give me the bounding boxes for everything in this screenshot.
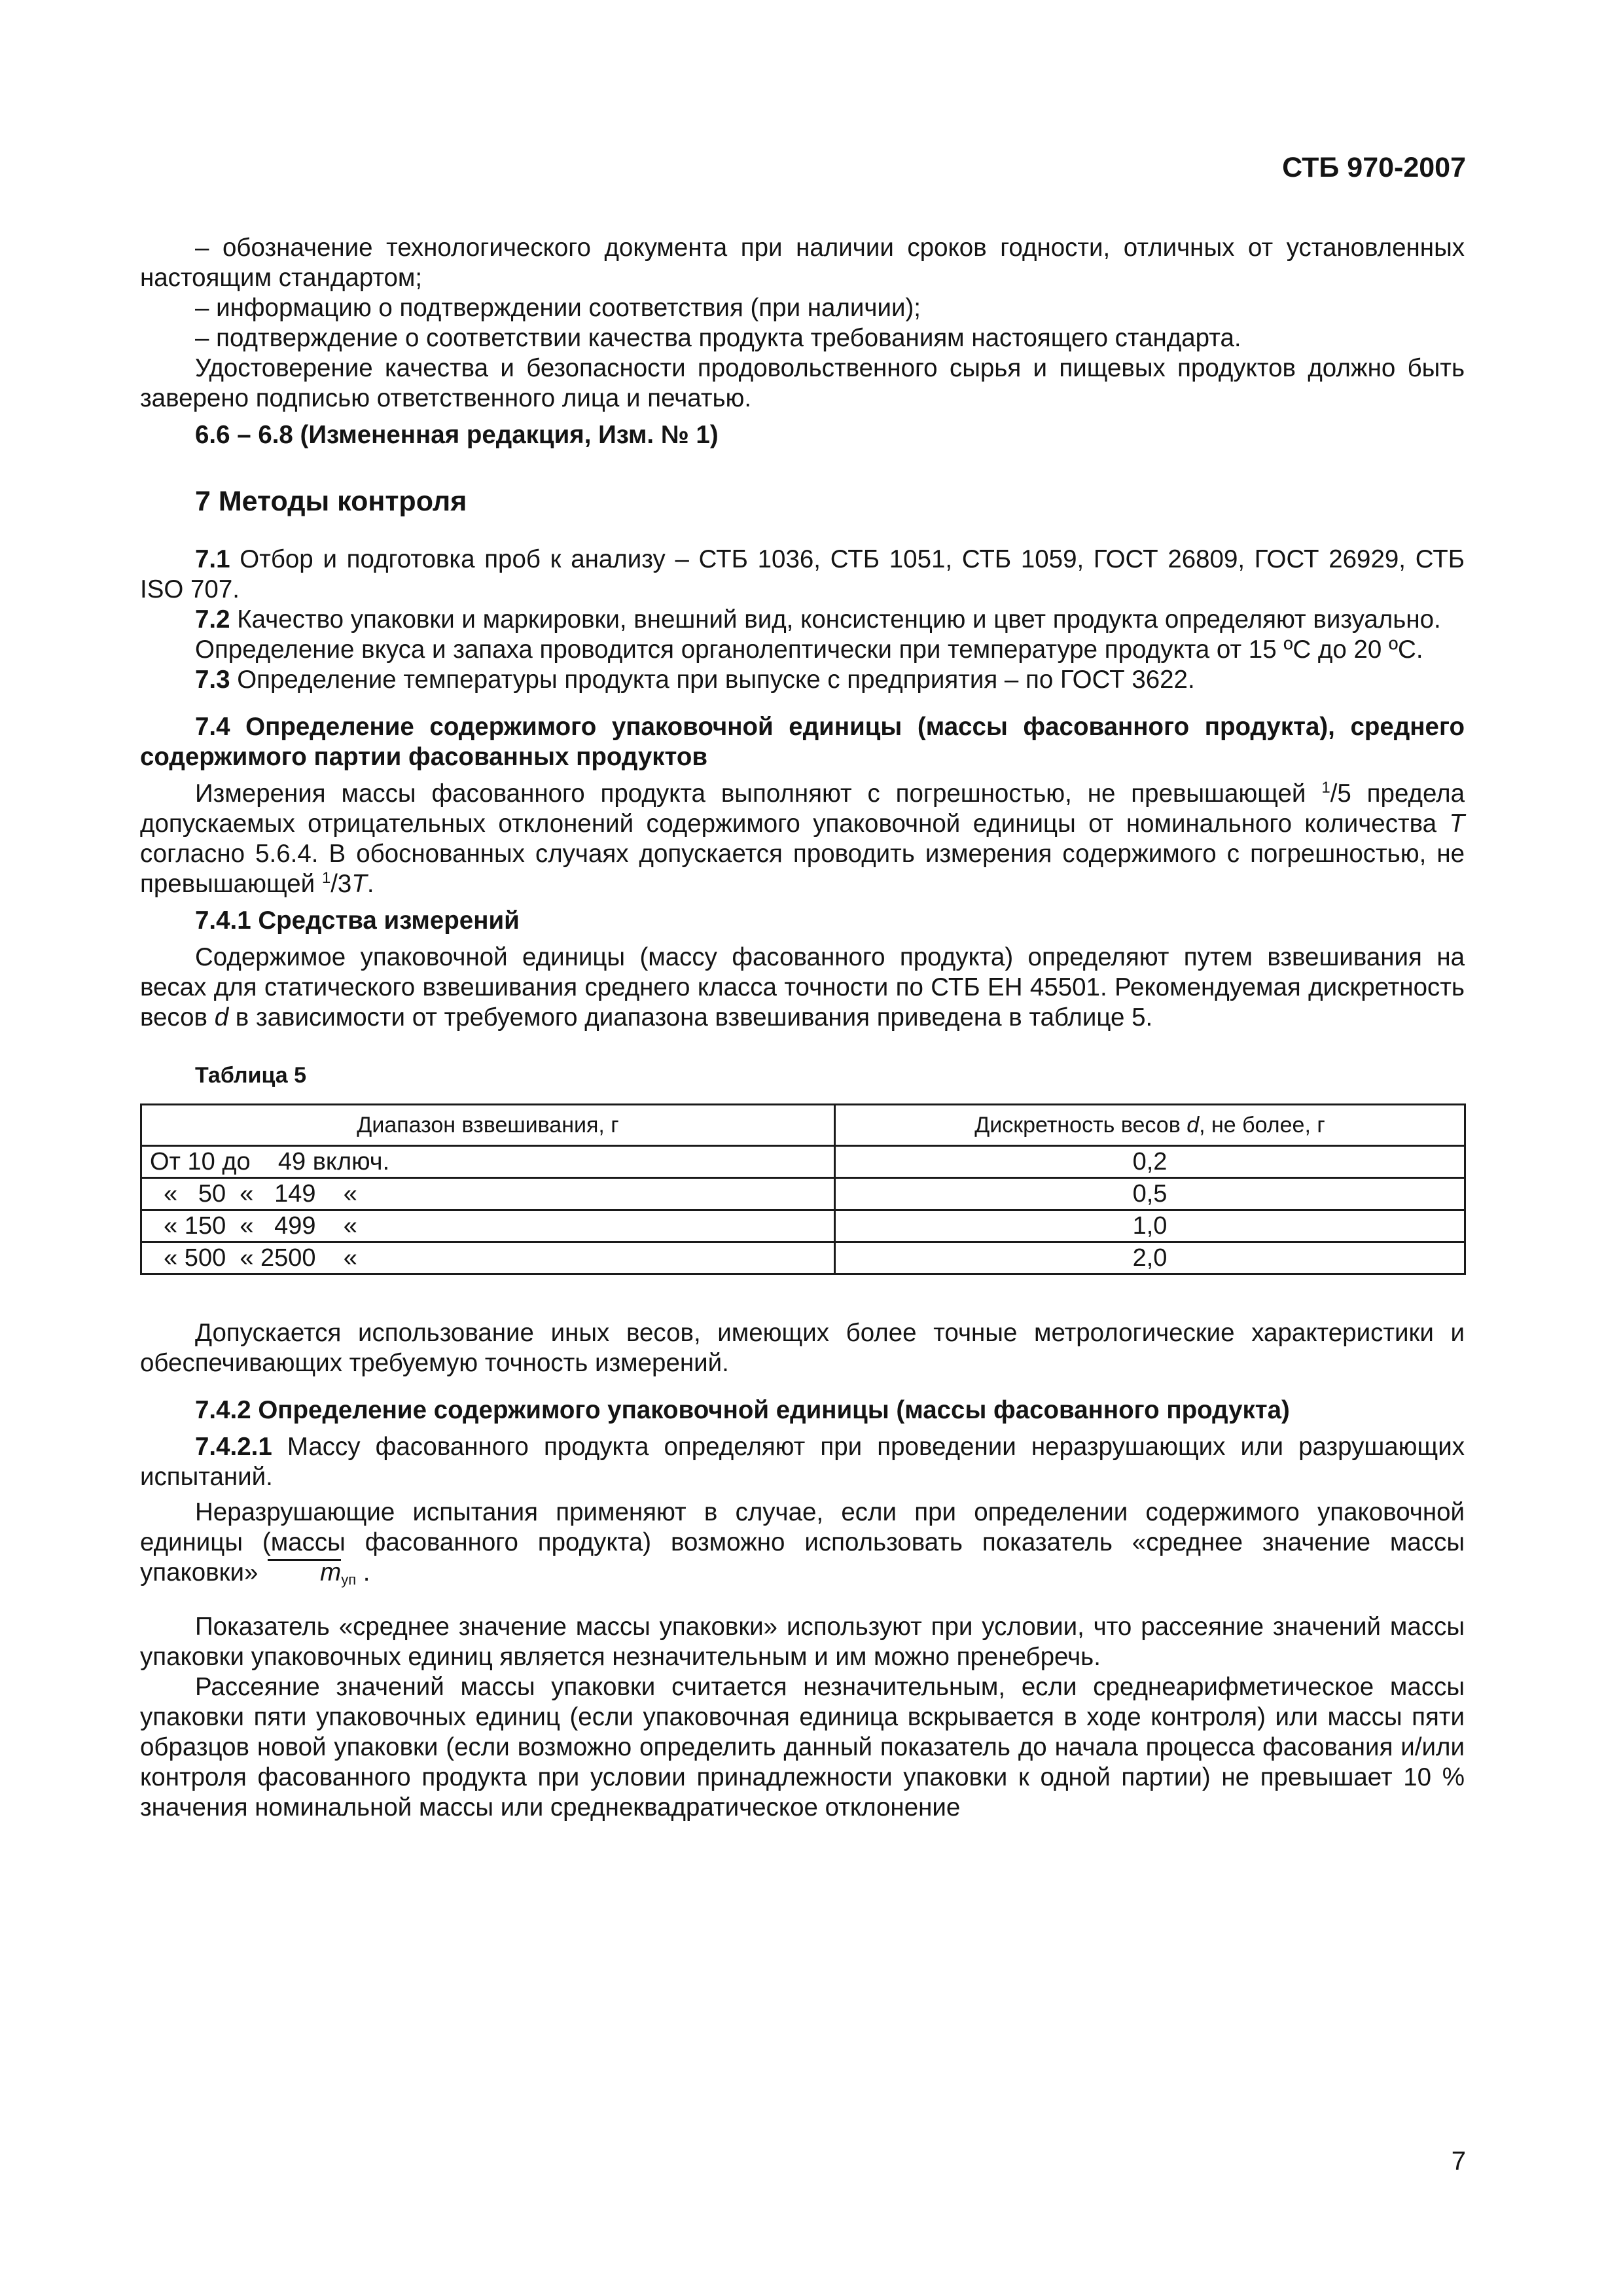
table-row	[141, 1242, 1465, 1274]
section-heading: 7 Методы контроля	[195, 486, 467, 517]
clause-text: Определение температуры продукта при выпуске с предприятия – по ГОСТ 3622.	[230, 666, 1195, 694]
text-run: Неразрушающие испытания применяют в случае, если при определении содержимого упаковочной единицы (массы фасованного продукта) возможно использовать показатель «среднее значение массы упаковки»	[140, 1498, 1465, 1587]
subsection-heading-7-4-1: 7.4.1 Средства измерений	[195, 906, 520, 935]
subscript: уп	[341, 1571, 357, 1588]
clause-7-3	[140, 665, 1465, 695]
fraction-numerator: 1	[1321, 779, 1330, 797]
page-number: 7	[1451, 2147, 1466, 2176]
clause-7-1	[140, 545, 1465, 605]
table-row	[141, 1178, 1465, 1210]
clause-number: 7.1	[195, 545, 230, 573]
symbol-T: T	[351, 870, 367, 898]
text-run: предела допускаемых отрицательных отклонений содержимого упаковочной единицы от номинального количества	[140, 780, 1465, 838]
text-run: , не более, г	[1199, 1113, 1325, 1138]
range-cell: « 150 « 499 «	[141, 1210, 835, 1242]
amendment-note: 6.6 – 6.8 (Измененная редакция, Изм. № 1)	[195, 421, 719, 449]
subsection-heading-7-4-2: 7.4.2 Определение содержимого упаковочной единицы (массы фасованного продукта)	[195, 1396, 1290, 1424]
list-item: – информацию о подтверждении соответствия (при наличии);	[195, 294, 921, 322]
step-cell: 2,0	[835, 1242, 1465, 1274]
list-item: – обозначение технологического документа при наличии сроков годности, отличных от установленных настоящим стандартом;	[140, 234, 1465, 292]
symbol-T: T	[1449, 810, 1465, 838]
symbol-d: d	[1186, 1113, 1200, 1138]
step-cell: 0,2	[835, 1146, 1465, 1178]
range-cell: « 50 « 149 «	[141, 1178, 835, 1210]
paragraph: Определение вкуса и запаха проводится органолептически при температуре продукта от 15 ºC до 20 ºC.	[195, 636, 1423, 664]
table-caption: Таблица 5	[195, 1063, 307, 1088]
fraction-denominator: /3	[330, 870, 352, 898]
column-header: Диапазон взвешивания, г	[141, 1105, 835, 1146]
clause-number: 7.4.2.1	[195, 1433, 272, 1461]
range-cell: « 500 « 2500 «	[141, 1242, 835, 1274]
symbol-d: d	[214, 1003, 229, 1031]
step-cell: 1,0	[835, 1210, 1465, 1242]
fraction-denominator: /5	[1330, 780, 1351, 808]
fraction-numerator: 1	[321, 869, 331, 888]
text-run: Содержимое упаковочной единицы (массу фасованного продукта) определяют путем взвешивания на весах для статического взвешивания среднего класса точности по СТБ ЕН 45501. Рекомендуемая дискретность весов	[140, 943, 1465, 1031]
step-cell: 0,5	[835, 1178, 1465, 1210]
mean-mass-symbol: m	[265, 1558, 341, 1588]
paragraph	[140, 1498, 1465, 1595]
paragraph: Рассеяние значений массы упаковки считается незначительным, если среднеарифметическое массы упаковки пяти упаковочных единиц (если упаковочная единица вскрывается в ходе контроля) или массы пяти образцов новой упаковки (если возможно определить данный показатель до начала процесса фасования и/или контроля фасованного продукта при условии принадлежности упаковки к одной партии) не превышает 10 % значения номинальной массы или среднеквадратическое отклонение	[140, 1673, 1465, 1821]
text-run: Дискретность весов	[974, 1113, 1187, 1138]
paragraph: Показатель «среднее значение массы упаковки» используют при условии, что рассеяние значений массы упаковки упаковочных единиц является незначительным и им можно пренебречь.	[140, 1613, 1465, 1671]
text-run: .	[356, 1558, 370, 1587]
text-run: согласно 5.6.4. В обоснованных случаях допускается проводить измерения содержимого с погрешностью, не превышающей	[140, 840, 1465, 898]
clause-7-2	[140, 605, 1465, 635]
page-content	[140, 233, 1465, 1823]
paragraph	[140, 942, 1465, 1033]
table-row	[141, 1210, 1465, 1242]
text-run: в зависимости от требуемого диапазона взвешивания приведена в таблице 5.	[228, 1003, 1153, 1031]
clause-7-4-2-1	[140, 1432, 1465, 1492]
paragraph: Допускается использование иных весов, имеющих более точные метрологические характеристики и обеспечивающих требуемую точность измерений.	[140, 1319, 1465, 1377]
paragraph	[140, 779, 1465, 899]
table-header-row	[141, 1105, 1465, 1146]
subsection-heading-7-4: 7.4 Определение содержимого упаковочной единицы (массы фасованного продукта), среднего содержимого партии фасованных продуктов	[140, 713, 1465, 771]
range-cell: От 10 до 49 включ.	[141, 1146, 835, 1178]
text-run: Измерения массы фасованного продукта выполняют с погрешностью, не превышающей	[195, 780, 1322, 808]
list-item: – подтверждение о соответствии качества продукта требованиям настоящего стандарта.	[195, 324, 1241, 352]
clause-text: Массу фасованного продукта определяют при проведении неразрушающих или разрушающих испытаний.	[140, 1433, 1465, 1491]
paragraph: Удостоверение качества и безопасности продовольственного сырья и пищевых продуктов должно быть заверено подписью ответственного лица и печатью.	[140, 354, 1465, 412]
clause-text: Отбор и подготовка проб к анализу – СТБ 1036, СТБ 1051, СТБ 1059, ГОСТ 26809, ГОСТ 26929, СТБ ISO 707.	[140, 545, 1465, 603]
document-id-header: СТБ 970-2007	[1282, 152, 1466, 183]
clause-number: 7.2	[195, 605, 230, 634]
table-row	[141, 1146, 1465, 1178]
text-run: .	[366, 870, 374, 898]
column-header	[835, 1105, 1465, 1146]
clause-number: 7.3	[195, 666, 230, 694]
clause-text: Качество упаковки и маркировки, внешний вид, консистенцию и цвет продукта определяют визуально.	[230, 605, 1441, 634]
table-5	[140, 1103, 1466, 1275]
